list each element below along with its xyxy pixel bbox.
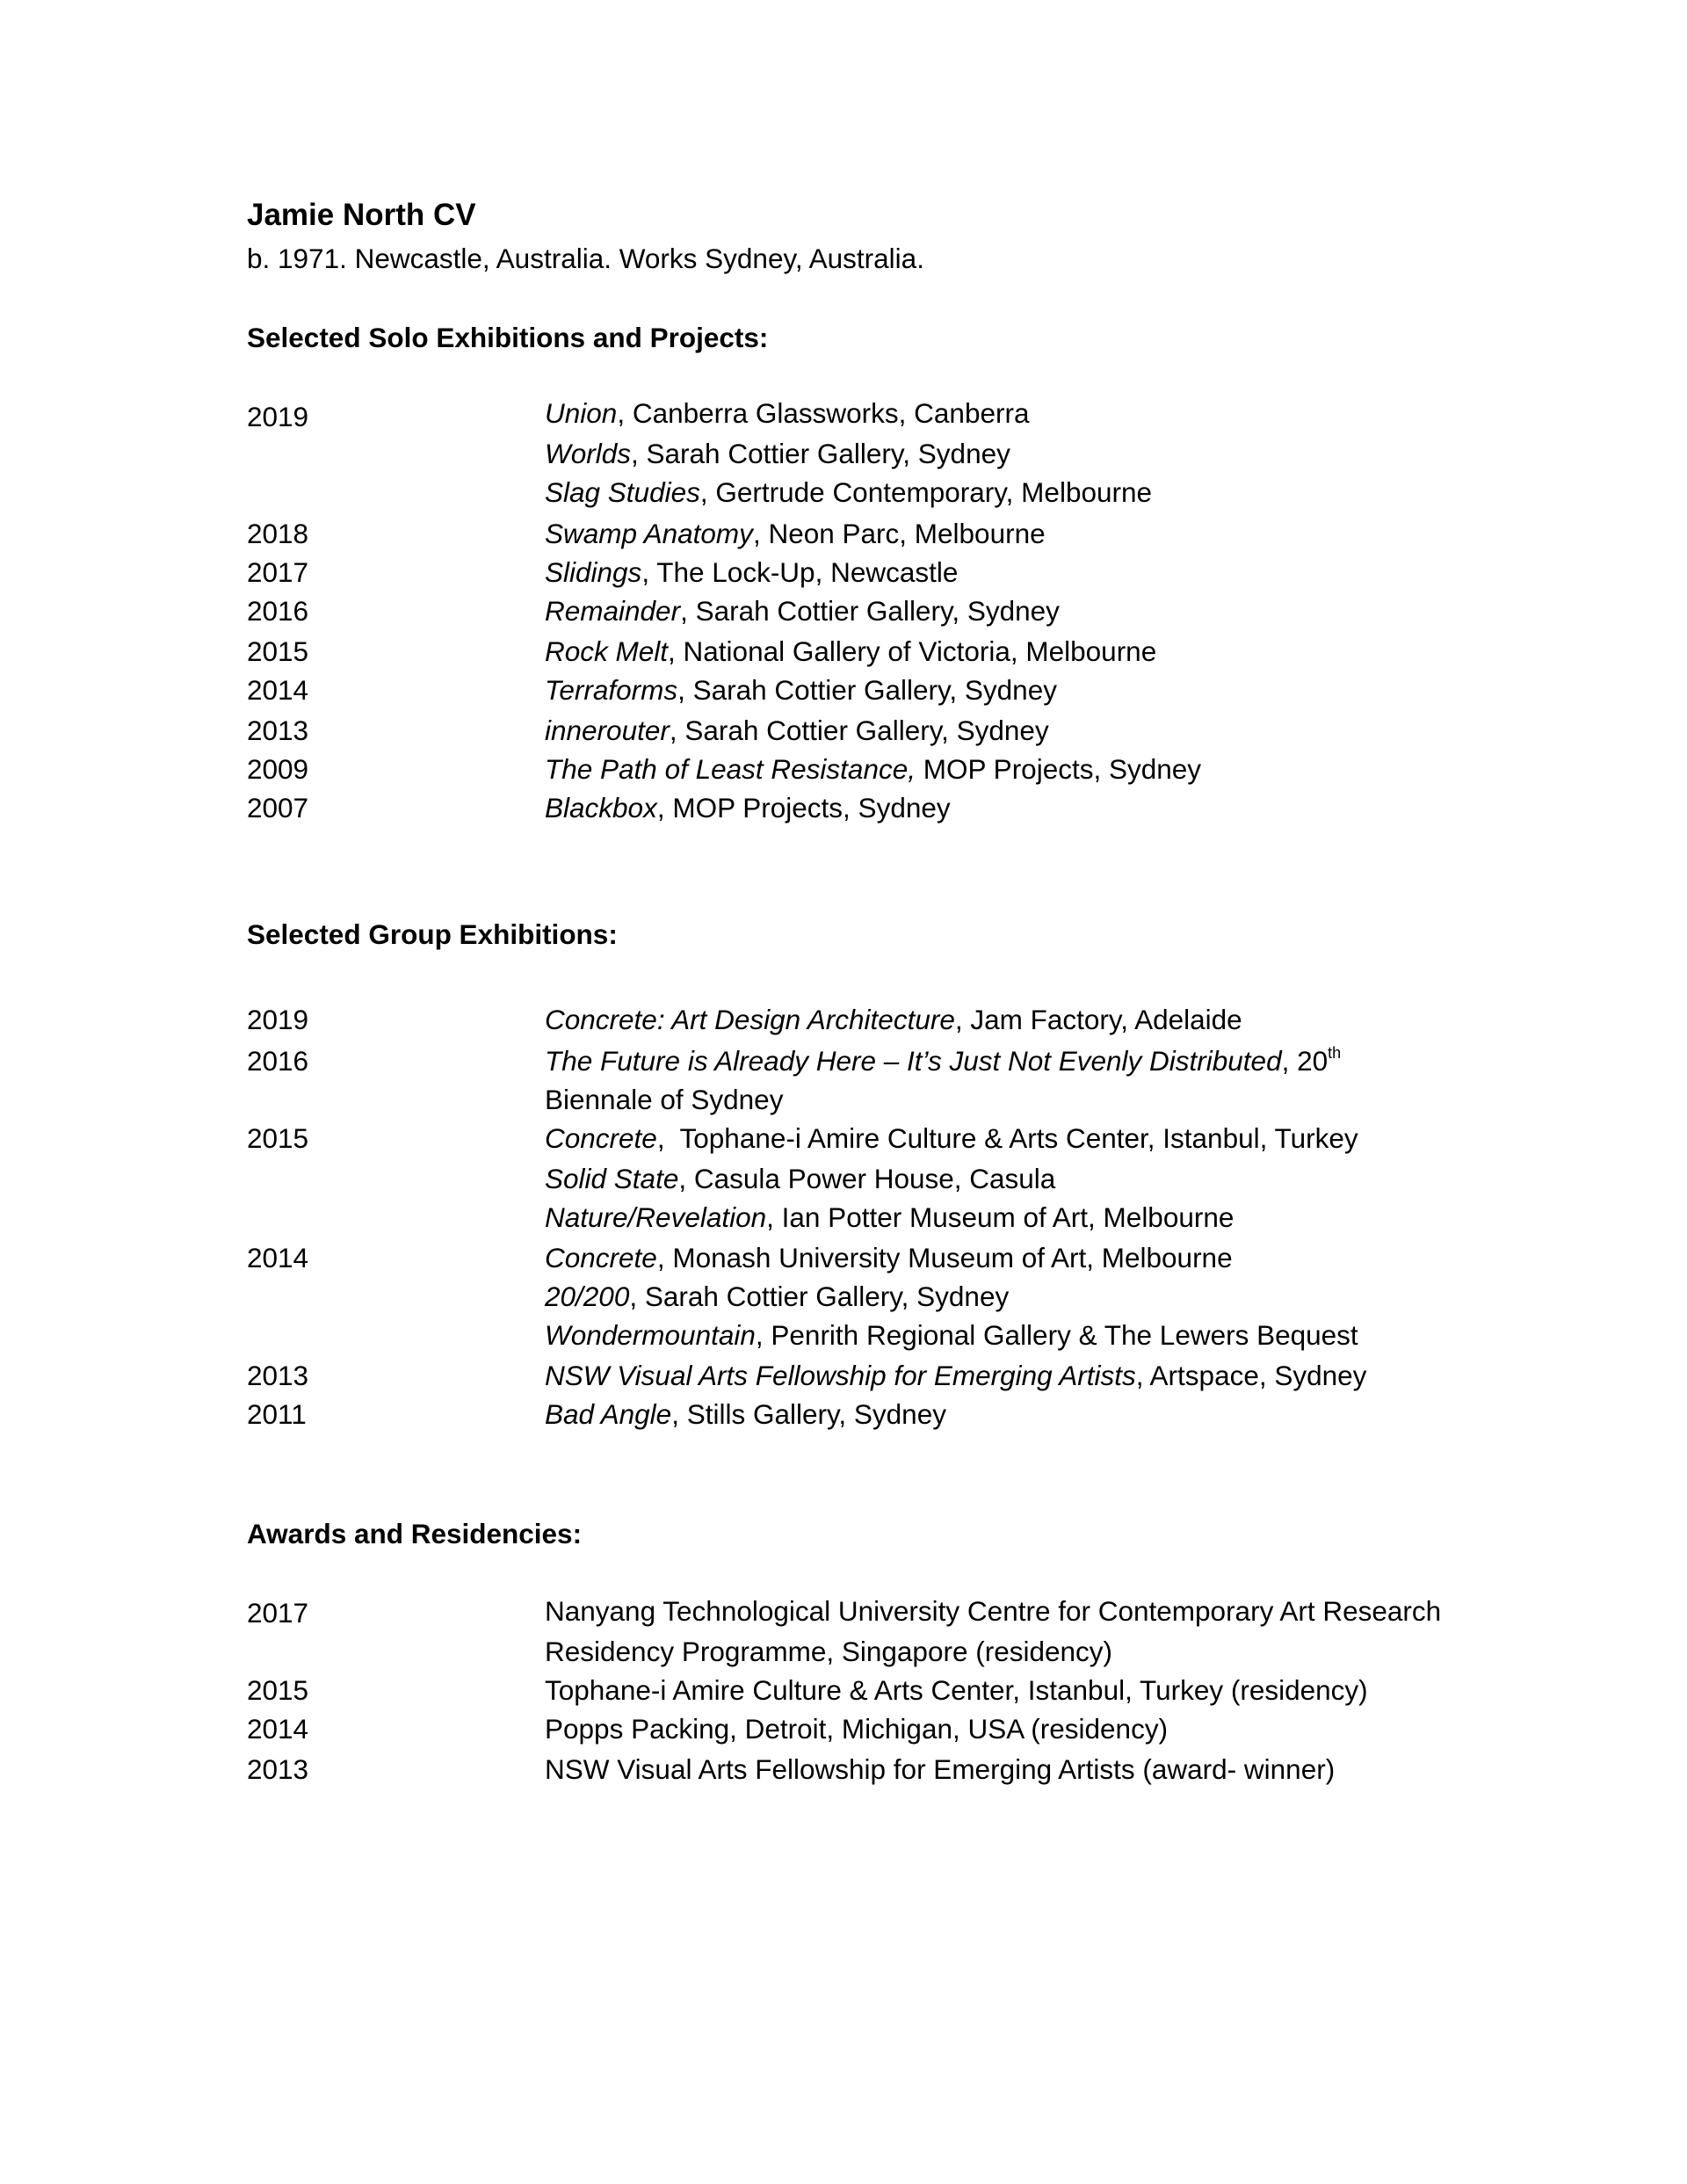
group-year: 2016 bbox=[247, 1045, 309, 1077]
group-title: Concrete bbox=[545, 1122, 657, 1154]
solo-year: 2014 bbox=[247, 674, 309, 706]
solo-venue: , National Gallery of Victoria, Melbourne bbox=[668, 635, 1157, 667]
group-entry bbox=[545, 1084, 783, 1115]
solo-title: Swamp Anatomy bbox=[545, 518, 753, 549]
group-title: Nature/Revelation bbox=[545, 1201, 767, 1233]
solo-venue: , Sarah Cottier Gallery, Sydney bbox=[680, 595, 1060, 627]
group-entry bbox=[545, 1201, 1234, 1233]
solo-venue: , Neon Parc, Melbourne bbox=[752, 518, 1046, 549]
solo-entry bbox=[545, 635, 1156, 667]
group-venue: , Monash University Museum of Art, Melbourne bbox=[656, 1242, 1233, 1273]
group-venue: , Tophane-i Amire Culture & Arts Center, Istanbul, Turkey bbox=[656, 1122, 1358, 1154]
solo-entry bbox=[545, 595, 1060, 627]
solo-entry bbox=[545, 518, 1046, 549]
solo-entry bbox=[545, 476, 1152, 508]
solo-title: Slag Studies bbox=[545, 476, 700, 508]
page-subtitle: b. 1971. Newcastle, Australia. Works Sydney, Australia. bbox=[247, 243, 924, 274]
solo-year: 2016 bbox=[247, 595, 309, 627]
group-title: 20/200 bbox=[545, 1281, 630, 1312]
solo-title: Union bbox=[545, 397, 618, 429]
solo-year: 2017 bbox=[247, 556, 309, 588]
solo-venue: , Sarah Cottier Gallery, Sydney bbox=[677, 674, 1057, 706]
group-year: 2015 bbox=[247, 1122, 309, 1154]
group-venue: , Penrith Regional Gallery & The Lewers Bequest bbox=[755, 1319, 1358, 1351]
solo-entry bbox=[545, 438, 1010, 469]
awards-entry: Nanyang Technological University Centre for Contemporary Art Research bbox=[545, 1595, 1442, 1627]
group-title: Solid State bbox=[545, 1163, 679, 1194]
awards-heading: Awards and Residencies: bbox=[247, 1518, 583, 1549]
solo-venue: , Gertrude Contemporary, Melbourne bbox=[699, 476, 1153, 508]
group-title: Bad Angle bbox=[545, 1398, 672, 1430]
solo-year: 2019 bbox=[247, 401, 309, 432]
solo-venue: , Sarah Cottier Gallery, Sydney bbox=[631, 438, 1010, 469]
solo-entry bbox=[545, 792, 951, 824]
solo-heading: Selected Solo Exhibitions and Projects: bbox=[247, 322, 769, 353]
solo-venue: , Sarah Cottier Gallery, Sydney bbox=[669, 715, 1049, 746]
solo-venue: MOP Projects, Sydney bbox=[916, 753, 1202, 785]
group-venue: , 20 bbox=[1281, 1045, 1329, 1077]
group-year: 2011 bbox=[247, 1398, 307, 1430]
solo-title: Blackbox bbox=[545, 792, 657, 824]
page-title: Jamie North CV bbox=[247, 198, 476, 232]
awards-entry: NSW Visual Arts Fellowship for Emerging Artists (award- winner) bbox=[545, 1753, 1336, 1785]
group-year: 2014 bbox=[247, 1242, 309, 1273]
awards-year: 2014 bbox=[247, 1713, 309, 1745]
group-title: The Future is Already Here – It’s Just Not Evenly Distributed bbox=[545, 1045, 1282, 1077]
group-heading: Selected Group Exhibitions: bbox=[247, 918, 618, 950]
solo-entry bbox=[545, 674, 1057, 706]
group-title: Wondermountain bbox=[545, 1319, 756, 1351]
solo-title: Remainder bbox=[545, 595, 681, 627]
awards-entry: Tophane-i Amire Culture & Arts Center, Istanbul, Turkey (residency) bbox=[545, 1674, 1368, 1706]
group-venue: , Jam Factory, Adelaide bbox=[954, 1004, 1242, 1035]
solo-venue: , The Lock-Up, Newcastle bbox=[641, 556, 959, 588]
group-entry bbox=[545, 1122, 1358, 1154]
solo-entry bbox=[545, 397, 1030, 429]
solo-title: Rock Melt bbox=[545, 635, 669, 667]
solo-title: Slidings bbox=[545, 556, 642, 588]
group-year: 2013 bbox=[247, 1360, 309, 1391]
solo-title: innerouter bbox=[545, 715, 670, 746]
awards-entry: Popps Packing, Detroit, Michigan, USA (residency) bbox=[545, 1713, 1169, 1745]
group-entry bbox=[545, 1163, 1055, 1194]
group-venue: Biennale of Sydney bbox=[545, 1084, 784, 1115]
awards-entry: Residency Programme, Singapore (residency) bbox=[545, 1636, 1113, 1667]
group-entry bbox=[545, 1281, 1009, 1312]
group-title: NSW Visual Arts Fellowship for Emerging Artists bbox=[545, 1360, 1136, 1391]
group-entry bbox=[545, 1045, 1341, 1077]
group-venue: , Stills Gallery, Sydney bbox=[671, 1398, 946, 1430]
awards-year: 2015 bbox=[247, 1674, 309, 1706]
solo-title: Worlds bbox=[545, 438, 632, 469]
group-entry bbox=[545, 1319, 1358, 1351]
solo-year: 2015 bbox=[247, 635, 309, 667]
solo-title: The Path of Least Resistance, bbox=[545, 753, 916, 785]
solo-year: 2009 bbox=[247, 753, 309, 785]
solo-venue: , Canberra Glassworks, Canberra bbox=[617, 397, 1030, 429]
solo-entry bbox=[545, 556, 958, 588]
group-entry bbox=[545, 1004, 1242, 1035]
solo-year: 2013 bbox=[247, 715, 309, 746]
group-venue: , Casula Power House, Casula bbox=[678, 1163, 1056, 1194]
group-venue: , Ian Potter Museum of Art, Melbourne bbox=[766, 1201, 1234, 1233]
solo-year: 2018 bbox=[247, 518, 309, 549]
solo-year: 2007 bbox=[247, 792, 309, 824]
solo-entry bbox=[545, 715, 1049, 746]
group-title: Concrete: Art Design Architecture bbox=[545, 1004, 955, 1035]
solo-venue: , MOP Projects, Sydney bbox=[656, 792, 951, 824]
solo-title: Terraforms bbox=[545, 674, 678, 706]
solo-entry bbox=[545, 753, 1201, 785]
group-year: 2019 bbox=[247, 1004, 309, 1035]
awards-year: 2013 bbox=[247, 1753, 309, 1785]
group-entry bbox=[545, 1360, 1366, 1391]
group-venue: , Artspace, Sydney bbox=[1135, 1360, 1367, 1391]
group-title: Concrete bbox=[545, 1242, 657, 1273]
group-venue: , Sarah Cottier Gallery, Sydney bbox=[629, 1281, 1010, 1312]
group-entry bbox=[545, 1398, 946, 1430]
group-entry bbox=[545, 1242, 1233, 1273]
ordinal-superscript: th bbox=[1328, 1044, 1342, 1062]
awards-year: 2017 bbox=[247, 1597, 309, 1629]
